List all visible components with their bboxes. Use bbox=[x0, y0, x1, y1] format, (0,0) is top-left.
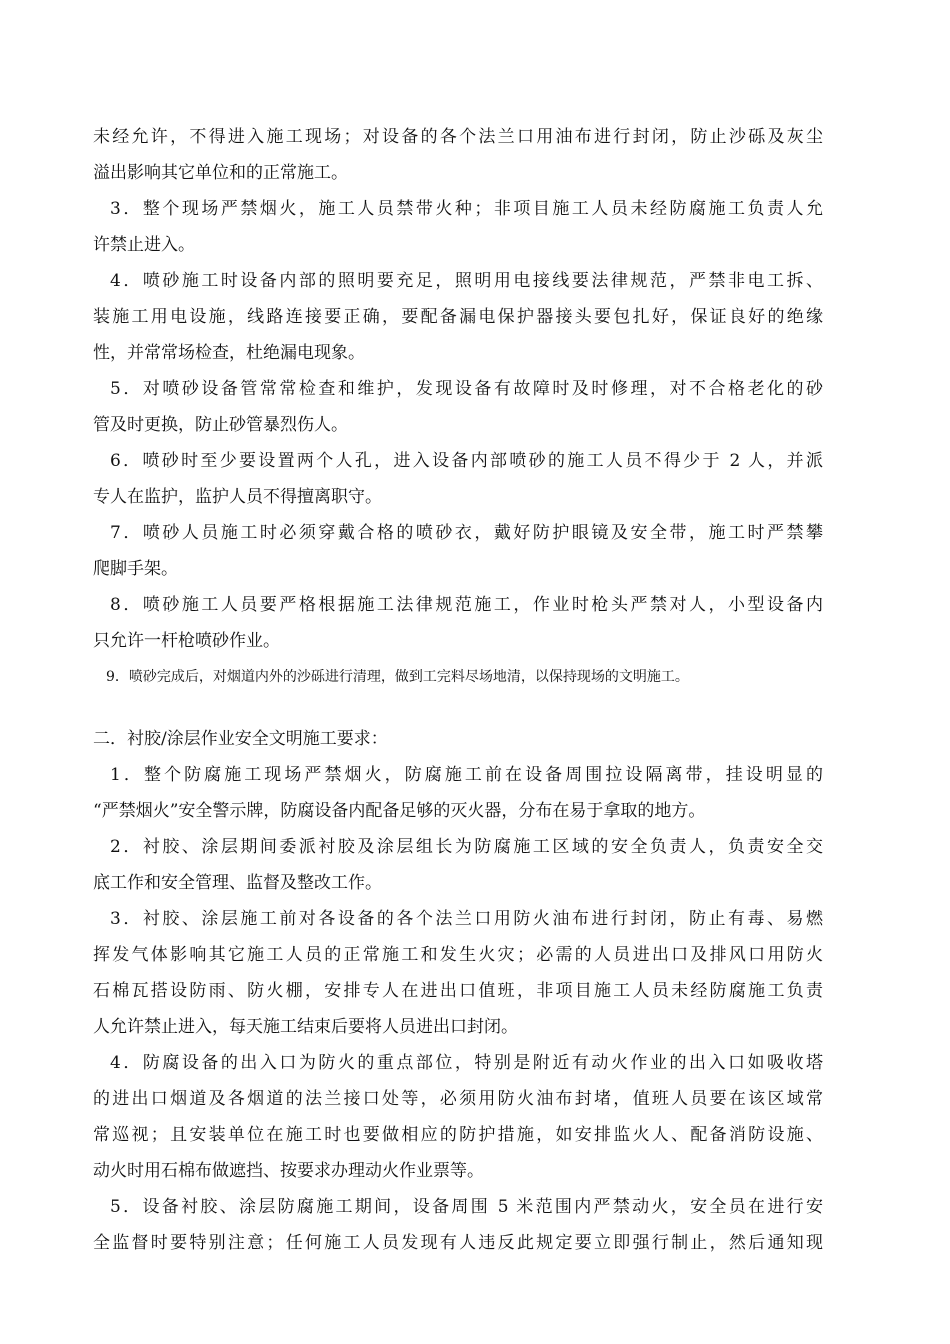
paragraph-line: 管及时更换，防止砂管暴烈伤人。 bbox=[93, 415, 348, 435]
paragraph-line: 1．整个防腐施工现场严禁烟火，防腐施工前在设备周围拉设隔离带，挂设明显的 bbox=[110, 765, 823, 785]
paragraph-line: 底工作和安全管理、监督及整改工作。 bbox=[93, 873, 382, 893]
paragraph-line: 4．防腐设备的出入口为防火的重点部位，特别是附近有动火作业的出入口如吸收塔 bbox=[110, 1053, 823, 1073]
paragraph-line: 常巡视；且安装单位在施工时也要做相应的防护措施，如安排监火人、配备消防设施、 bbox=[93, 1125, 823, 1145]
paragraph-line: 爬脚手架。 bbox=[93, 559, 178, 579]
document-body bbox=[93, 119, 823, 1261]
paragraph-line: 7．喷砂人员施工时必须穿戴合格的喷砂衣，戴好防护眼镜及安全带，施工时严禁攀 bbox=[110, 523, 823, 543]
paragraph-line: 专人在监护，监护人员不得擅离职守。 bbox=[93, 487, 382, 507]
paragraph-line: 许禁止进入。 bbox=[93, 235, 195, 255]
paragraph-line: 石棉瓦搭设防雨、防火棚，安排专人在进出口值班，非项目施工人员未经防腐施工负责 bbox=[93, 981, 823, 1001]
paragraph-line: 全监督时要特别注意；任何施工人员发现有人违反此规定要立即强行制止，然后通知现 bbox=[93, 1233, 823, 1253]
paragraph-line: 的进出口烟道及各烟道的法兰接口处等，必须用防火油布封堵，值班人员要在该区域常 bbox=[93, 1089, 823, 1109]
paragraph-line: 动火时用石棉布做遮挡、按要求办理动火作业票等。 bbox=[93, 1161, 484, 1181]
paragraph-line: 人允许禁止进入，每天施工结束后要将人员进出口封闭。 bbox=[93, 1017, 518, 1037]
paragraph-line: 8．喷砂施工人员要严格根据施工法律规范施工，作业时枪头严禁对人，小型设备内 bbox=[110, 595, 823, 615]
paragraph-line: 3．衬胶、涂层施工前对各设备的各个法兰口用防火油布进行封闭，防止有毒、易燃 bbox=[110, 909, 823, 929]
paragraph-line: 性，并常常场检查，杜绝漏电现象。 bbox=[93, 343, 365, 363]
paragraph-line: 6．喷砂时至少要设置两个人孔，进入设备内部喷砂的施工人员不得少于 2 人，并派 bbox=[110, 451, 823, 471]
paragraph-line: 9．喷砂完成后，对烟道内外的沙砾进行清理，做到工完料尽场地清，以保持现场的文明施工。 bbox=[106, 669, 689, 685]
paragraph-line: “严禁烟火”安全警示牌，防腐设备内配备足够的灭火器，分布在易于拿取的地方。 bbox=[93, 801, 706, 821]
paragraph-line: 挥发气体影响其它施工人员的正常施工和发生火灾；必需的人员进出口及排风口用防火 bbox=[93, 945, 823, 965]
paragraph-line: 3．整个现场严禁烟火，施工人员禁带火种；非项目施工人员未经防腐施工负责人允 bbox=[110, 199, 823, 219]
paragraph-line: 溢出影响其它单位和的正常施工。 bbox=[93, 163, 348, 183]
paragraph-line: 5．对喷砂设备管常常检查和维护，发现设备有故障时及时修理，对不合格老化的砂 bbox=[110, 379, 823, 399]
paragraph-line: 未经允许，不得进入施工现场；对设备的各个法兰口用油布进行封闭，防止沙砾及灰尘 bbox=[93, 127, 823, 147]
paragraph-line: 装施工用电设施，线路连接要正确，要配备漏电保护器接头要包扎好，保证良好的绝缘 bbox=[93, 307, 823, 327]
section-heading: 二．衬胶/涂层作业安全文明施工要求： bbox=[93, 729, 388, 749]
paragraph-line: 5．设备衬胶、涂层防腐施工期间，设备周围 5 米范围内严禁动火，安全员在进行安 bbox=[110, 1197, 823, 1217]
paragraph-line: 4．喷砂施工时设备内部的照明要充足，照明用电接线要法律规范，严禁非电工拆、 bbox=[110, 271, 823, 291]
paragraph-line: 2．衬胶、涂层期间委派衬胶及涂层组长为防腐施工区域的安全负责人，负责安全交 bbox=[110, 837, 823, 857]
paragraph-line: 只允许一杆枪喷砂作业。 bbox=[93, 631, 280, 651]
